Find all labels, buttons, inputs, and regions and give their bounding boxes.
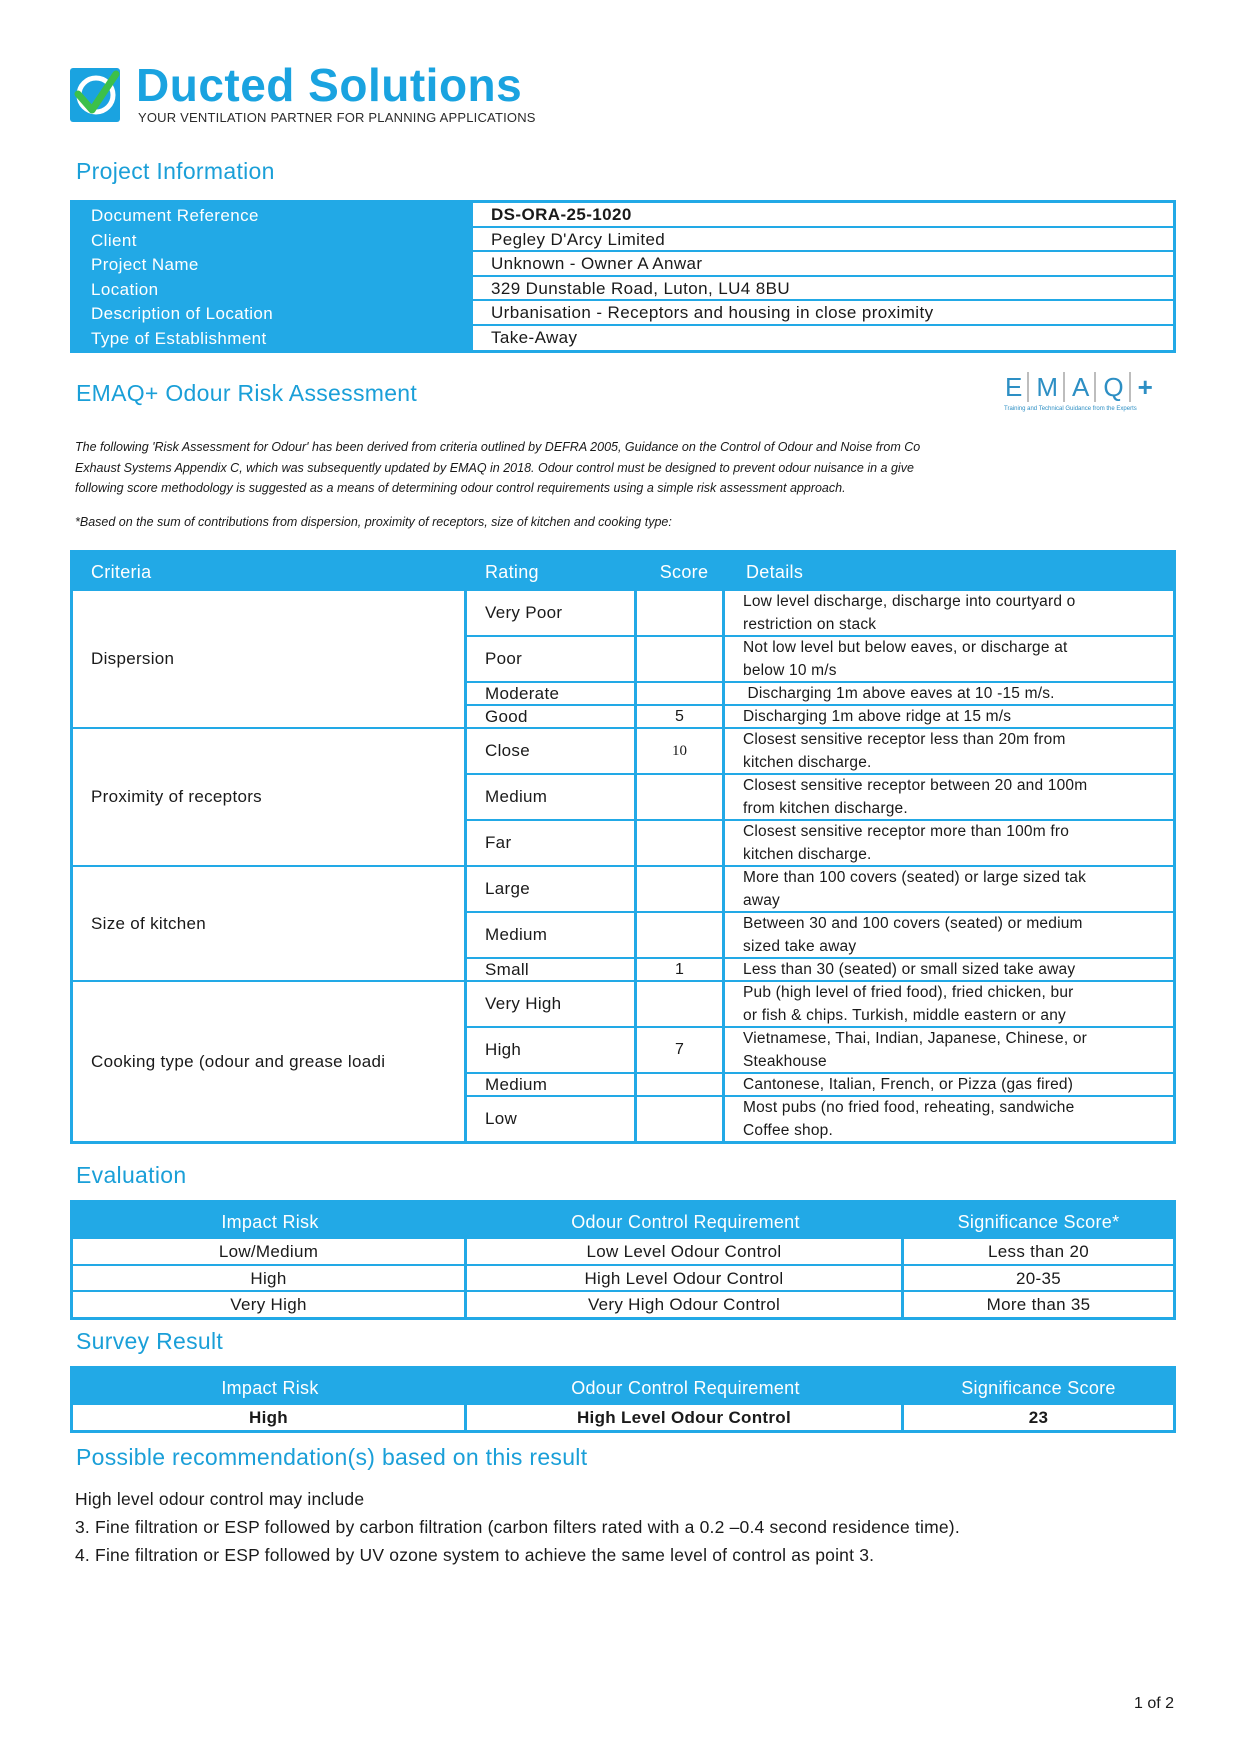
details-cell <box>725 1028 1173 1072</box>
score-cell <box>637 913 725 957</box>
emaq-subtitle: Training and Technical Guidance from the Experts <box>1004 406 1137 412</box>
criteria-name: Size of kitchen <box>73 867 467 980</box>
details-line: or fish & chips. Turkish, middle eastern or any <box>743 1007 1066 1024</box>
details-cell <box>725 775 1173 819</box>
recommendation-item: 3. Fine filtration or ESP followed by carbon filtration (carbon filters rated with a 0.2 –0.4 second residence time). <box>75 1517 960 1537</box>
criteria-row <box>467 819 1173 865</box>
criteria-group-cooking-type <box>73 980 1173 1141</box>
survey-table <box>70 1366 1176 1433</box>
assessment-title: EMAQ+ Odour Risk Assessment <box>76 380 418 406</box>
score-cell <box>637 1097 725 1141</box>
rating-cell: Large <box>467 867 637 911</box>
details-cell <box>725 867 1173 911</box>
emaq-letter: M <box>1031 372 1065 402</box>
survey-header-row <box>73 1369 1173 1405</box>
details-line: Steakhouse <box>743 1053 827 1070</box>
emaq-letter: A <box>1067 372 1096 402</box>
brand-tagline: YOUR VENTILATION PARTNER FOR PLANNING APPLICATIONS <box>138 110 536 125</box>
criteria-name: Dispersion <box>73 591 467 727</box>
recommendations-intro: High level odour control may include <box>75 1489 365 1509</box>
header-details: Details <box>746 562 804 582</box>
criteria-row <box>467 1026 1173 1072</box>
rating-cell: Medium <box>467 775 637 819</box>
details-cell <box>725 706 1173 727</box>
recommendations-title: Possible recommendation(s) based on this result <box>76 1444 588 1470</box>
rating-cell: Good <box>467 706 637 727</box>
info-value: Take-Away <box>470 326 1173 351</box>
details-line: kitchen discharge. <box>743 846 872 863</box>
criteria-row <box>467 635 1173 681</box>
details-cell <box>725 913 1173 957</box>
info-label: Location <box>73 277 470 302</box>
details-line: Discharging 1m above ridge at 15 m/s <box>743 708 1012 725</box>
info-row <box>73 277 1173 302</box>
info-value: Urbanisation - Receptors and housing in close proximity <box>470 301 1173 326</box>
evaluation-header-row <box>73 1203 1173 1239</box>
criteria-row <box>467 867 1173 911</box>
details-line: restriction on stack <box>743 616 877 633</box>
details-line: Pub (high level of fried food), fried chicken, bur <box>743 984 1074 1001</box>
details-cell <box>725 729 1173 773</box>
details-line: Low level discharge, discharge into courtyard o <box>743 593 1076 610</box>
criteria-group-dispersion <box>73 591 1173 727</box>
score-cell: 20-35 <box>1016 1268 1061 1288</box>
requirement-cell: Very High Odour Control <box>467 1292 904 1317</box>
details-line: More than 100 covers (seated) or large sized tak <box>743 869 1087 886</box>
header-score: Score <box>659 562 709 582</box>
score-cell: Less than 20 <box>988 1242 1089 1261</box>
info-value: 329 Dunstable Road, Luton, LU4 8BU <box>470 277 1173 302</box>
rating-cell: Close <box>467 729 637 773</box>
criteria-row <box>467 773 1173 819</box>
details-cell <box>725 821 1173 865</box>
criteria-row <box>467 1095 1173 1141</box>
details-line: Cantonese, Italian, French, or Pizza (gas fired) <box>743 1076 1074 1093</box>
score-cell: 1 <box>637 959 725 980</box>
result-score: 23 <box>1028 1408 1049 1427</box>
header-impact-risk: Impact Risk <box>221 1212 319 1232</box>
info-value: DS-ORA-25-1020 <box>470 203 1173 228</box>
impact-cell: High <box>73 1266 467 1291</box>
details-line: Vietnamese, Thai, Indian, Japanese, Chinese, or <box>743 1030 1088 1047</box>
info-label: Description of Location <box>73 301 470 326</box>
impact-cell: Very High <box>73 1292 467 1317</box>
result-impact: High <box>73 1405 467 1430</box>
rating-cell: Very Poor <box>467 591 637 635</box>
criteria-row <box>467 681 1173 704</box>
criteria-group-kitchen-size <box>73 865 1173 980</box>
details-line: Not low level but below eaves, or discharge at <box>743 639 1068 656</box>
assessment-footnote: *Based on the sum of contributions from dispersion, proximity of receptors, size of kitchen and cooking type: <box>75 515 672 529</box>
details-cell <box>725 959 1173 980</box>
info-label: Type of Establishment <box>73 326 470 351</box>
details-cell <box>725 1074 1173 1095</box>
survey-result-row <box>73 1405 1173 1430</box>
info-row <box>73 228 1173 253</box>
emaq-logo <box>1000 372 1170 422</box>
score-cell: 10 <box>637 729 725 773</box>
score-cell <box>637 982 725 1026</box>
evaluation-title: Evaluation <box>76 1162 187 1188</box>
rating-cell: Medium <box>467 913 637 957</box>
project-info-table <box>70 200 1176 353</box>
header-criteria: Criteria <box>91 562 152 582</box>
criteria-row <box>467 911 1173 957</box>
result-requirement: High Level Odour Control <box>467 1405 904 1430</box>
details-line: Closest sensitive receptor less than 20m from <box>743 731 1066 748</box>
ducted-solutions-logo-icon <box>70 68 120 122</box>
score-cell <box>637 821 725 865</box>
criteria-row <box>467 591 1173 635</box>
score-cell: 7 <box>637 1028 725 1072</box>
criteria-row <box>467 982 1173 1026</box>
company-logo <box>70 60 590 130</box>
header-rating: Rating <box>485 562 539 582</box>
rating-cell: Poor <box>467 637 637 681</box>
header-significance: Significance Score* <box>957 1212 1120 1232</box>
page-number: 1 of 2 <box>1134 1695 1175 1712</box>
intro-line: The following 'Risk Assessment for Odour' has been derived from criteria outlined by DEFRA 2005, Guidance on the Control of Odour and Noise from Co <box>75 440 921 454</box>
rating-cell: Far <box>467 821 637 865</box>
details-line: Less than 30 (seated) or small sized take away <box>743 961 1076 978</box>
emaq-letter: E <box>1000 372 1029 402</box>
rating-cell: Moderate <box>467 683 637 704</box>
criteria-header-row <box>73 553 1173 591</box>
assessment-intro <box>75 437 1035 499</box>
header-requirement: Odour Control Requirement <box>571 1378 800 1398</box>
score-cell <box>637 591 725 635</box>
brand-name: Ducted Solutions <box>136 59 523 111</box>
rating-cell: High <box>467 1028 637 1072</box>
details-cell <box>725 1097 1173 1141</box>
score-cell: 5 <box>637 706 725 727</box>
details-line: from kitchen discharge. <box>743 800 908 817</box>
score-cell <box>637 775 725 819</box>
survey-title: Survey Result <box>76 1328 224 1354</box>
details-line: sized take away <box>743 938 857 955</box>
details-line: below 10 m/s <box>743 662 837 679</box>
info-row <box>73 252 1173 277</box>
info-row <box>73 326 1173 351</box>
details-line: Closest sensitive receptor more than 100m fro <box>743 823 1070 840</box>
header-impact-risk: Impact Risk <box>221 1378 319 1398</box>
score-cell <box>637 867 725 911</box>
details-cell <box>725 591 1173 635</box>
info-value: Unknown - Owner A Anwar <box>470 252 1173 277</box>
info-row <box>73 301 1173 326</box>
criteria-row <box>467 729 1173 773</box>
details-cell <box>725 982 1173 1026</box>
evaluation-table <box>70 1200 1176 1320</box>
details-cell <box>725 683 1173 704</box>
project-info-title: Project Information <box>76 158 275 184</box>
details-line: Discharging 1m above eaves at 10 -15 m/s. <box>743 685 1055 702</box>
evaluation-row <box>73 1239 1173 1264</box>
rating-cell: Low <box>467 1097 637 1141</box>
criteria-group-proximity <box>73 727 1173 865</box>
score-cell: More than 35 <box>986 1295 1091 1314</box>
rating-cell: Medium <box>467 1074 637 1095</box>
details-line: Coffee shop. <box>743 1122 834 1139</box>
criteria-row <box>467 957 1173 980</box>
emaq-letter: + <box>1137 372 1153 402</box>
requirement-cell: High Level Odour Control <box>467 1266 904 1291</box>
intro-line: Exhaust Systems Appendix C, which was subsequently updated by EMAQ in 2018. Odour control must be designed to prevent odour nuisance in a give <box>75 460 914 475</box>
recommendations-body <box>75 1485 960 1569</box>
info-row <box>73 203 1173 228</box>
info-value: Pegley D'Arcy Limited <box>470 228 1173 253</box>
info-label: Client <box>73 228 470 253</box>
details-line: Closest sensitive receptor between 20 and 100m <box>743 777 1088 794</box>
info-label: Project Name <box>73 252 470 277</box>
score-cell <box>637 1074 725 1095</box>
criteria-row <box>467 704 1173 727</box>
header-requirement: Odour Control Requirement <box>571 1212 800 1232</box>
details-line: Most pubs (no fried food, reheating, sandwiche <box>743 1099 1075 1116</box>
details-line: kitchen discharge. <box>743 754 872 771</box>
recommendation-item: 4. Fine filtration or ESP followed by UV ozone system to achieve the same level of control as point 3. <box>75 1545 875 1565</box>
criteria-table <box>70 550 1176 1144</box>
evaluation-row <box>73 1290 1173 1317</box>
details-line: away <box>743 892 780 909</box>
header-significance: Significance Score <box>961 1378 1116 1398</box>
score-cell <box>637 637 725 681</box>
info-label: Document Reference <box>73 203 470 228</box>
details-line: Between 30 and 100 covers (seated) or medium <box>743 915 1083 932</box>
criteria-name: Proximity of receptors <box>73 729 467 865</box>
criteria-row <box>467 1072 1173 1095</box>
details-cell <box>725 637 1173 681</box>
criteria-name: Cooking type (odour and grease loadi <box>73 982 467 1141</box>
rating-cell: Small <box>467 959 637 980</box>
requirement-cell: Low Level Odour Control <box>467 1239 904 1264</box>
rating-cell: Very High <box>467 982 637 1026</box>
score-cell <box>637 683 725 704</box>
intro-line: following score methodology is suggested as a means of determining odour control requirements using a simple risk assessment approach. <box>75 481 846 495</box>
evaluation-row <box>73 1264 1173 1291</box>
emaq-letter: Q <box>1098 372 1130 402</box>
impact-cell: Low/Medium <box>73 1239 467 1264</box>
